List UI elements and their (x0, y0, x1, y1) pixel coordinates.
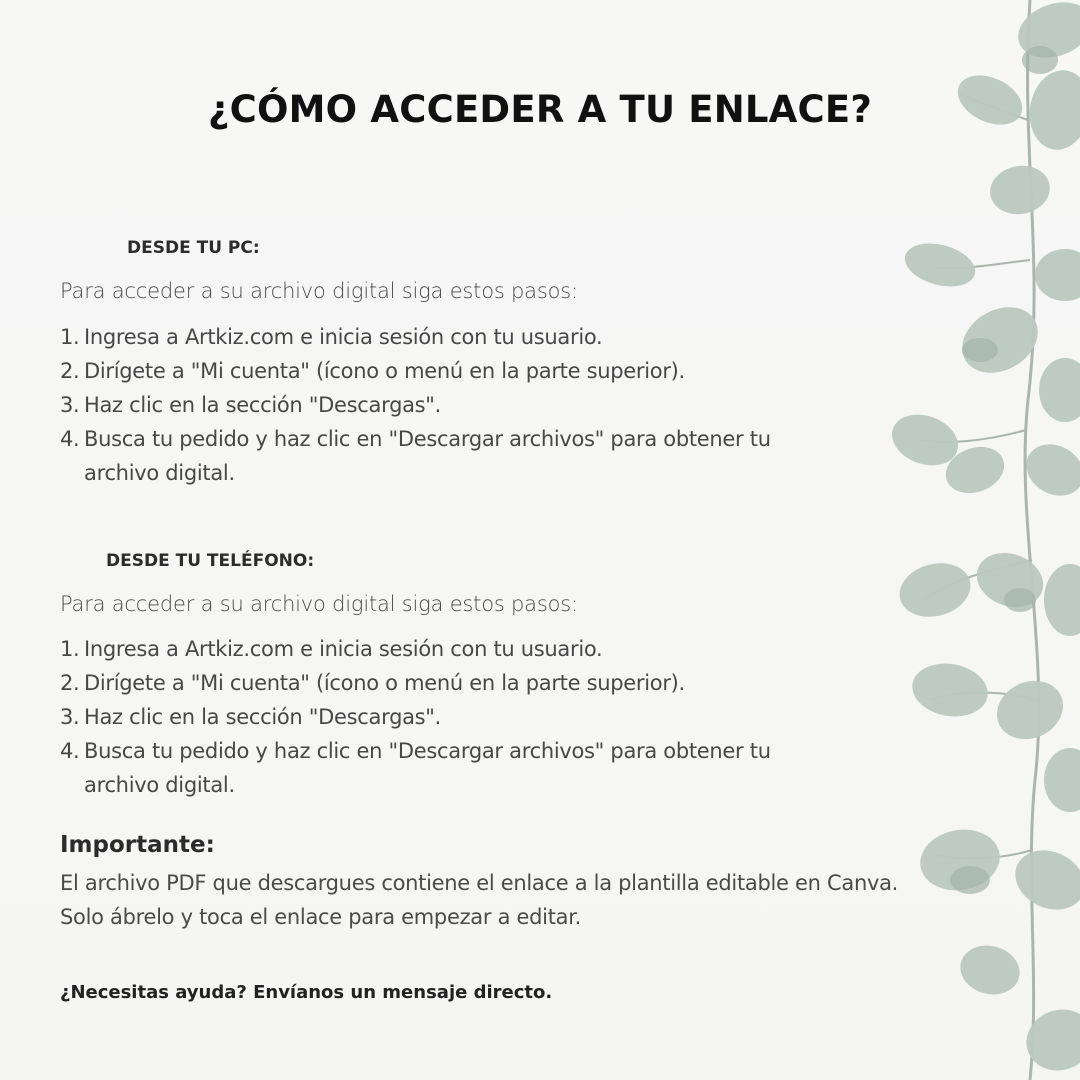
steps-list-phone (60, 632, 850, 802)
list-item (60, 320, 850, 354)
steps-list-pc (60, 320, 850, 490)
eucalyptus-branch-image (880, 0, 1080, 1080)
list-item (60, 388, 850, 422)
step-number: 4. (60, 739, 80, 763)
step-text: Haz clic en la sección "Descargas". (84, 393, 442, 417)
step-number: 2. (60, 671, 80, 695)
important-body: El archivo PDF que descargues contiene el enlace a la plantilla editable en Canva. Solo ábrelo y toca el enlace para empezar a editar. (60, 871, 899, 929)
section-heading-phone: DESDE TU TELÉFONO: (106, 551, 315, 571)
list-item (60, 700, 850, 734)
important-heading: Importante: (60, 832, 215, 858)
step-number: 3. (60, 705, 80, 729)
section-heading-pc: DESDE TU PC: (127, 238, 260, 258)
list-item (60, 354, 850, 388)
list-item (60, 422, 850, 490)
step-number: 4. (60, 427, 80, 451)
step-number: 1. (60, 637, 80, 661)
list-item (60, 632, 850, 666)
section-intro-phone: Para acceder a su archivo digital siga estos pasos: (60, 592, 578, 616)
step-text: Haz clic en la sección "Descargas". (84, 705, 442, 729)
list-item (60, 666, 850, 700)
step-text: Dirígete a "Mi cuenta" (ícono o menú en la parte superior). (84, 359, 685, 383)
step-text: Busca tu pedido y haz clic en "Descargar archivos" para obtener tu archivo digital. (84, 739, 771, 797)
step-number: 2. (60, 359, 80, 383)
page-title: ¿CÓMO ACCEDER A TU ENLACE? (207, 88, 873, 131)
step-number: 1. (60, 325, 80, 349)
help-message: ¿Necesitas ayuda? Envíanos un mensaje directo. (60, 982, 553, 1003)
list-item (60, 734, 850, 802)
step-text: Dirígete a "Mi cuenta" (ícono o menú en la parte superior). (84, 671, 685, 695)
step-number: 3. (60, 393, 80, 417)
step-text: Ingresa a Artkiz.com e inicia sesión con tu usuario. (84, 637, 603, 661)
section-intro-pc: Para acceder a su archivo digital siga estos pasos: (60, 279, 578, 303)
step-text: Busca tu pedido y haz clic en "Descargar archivos" para obtener tu archivo digital. (84, 427, 771, 485)
step-text: Ingresa a Artkiz.com e inicia sesión con tu usuario. (84, 325, 603, 349)
